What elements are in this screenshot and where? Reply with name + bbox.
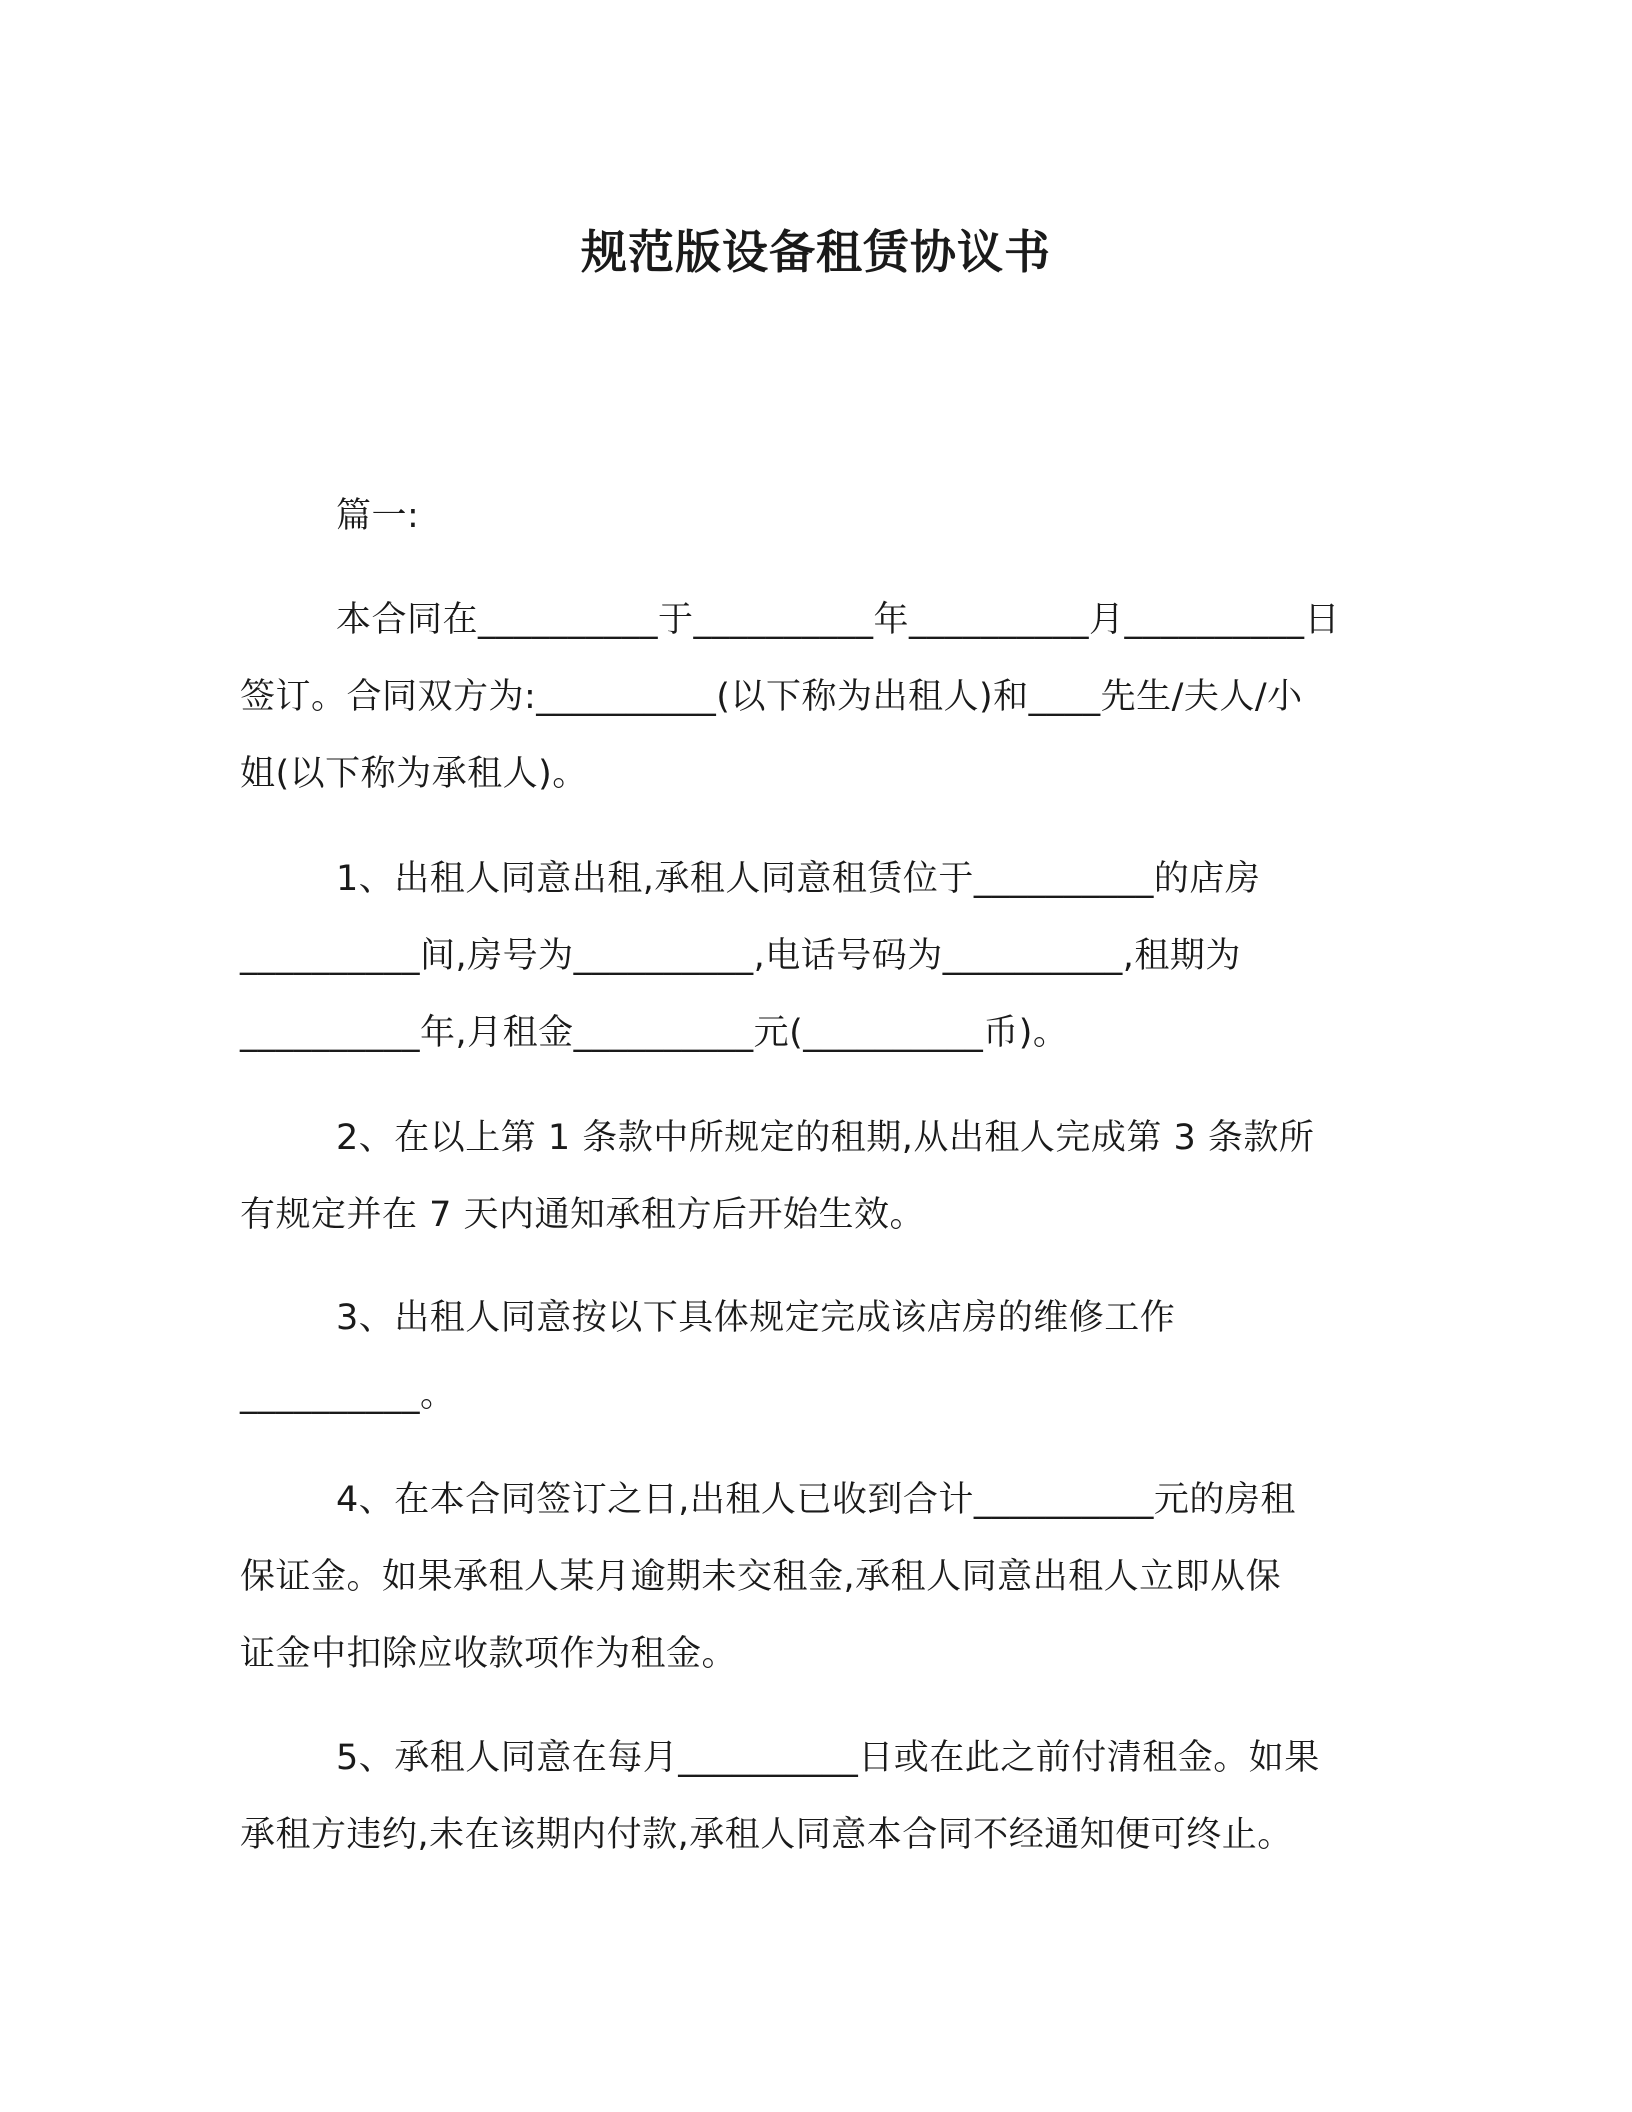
clause-4-line-3: 证金中扣除应收款项作为租金。 [240,1634,738,1674]
clause-3-line-2: __________。 [240,1375,456,1415]
intro-line-1: 本合同在__________于__________年__________月__________日 [336,600,1341,640]
intro-line-2: 签订。合同双方为:__________(以下称为出租人)和____先生/夫人/小 [240,677,1303,717]
clause-3-line-1: 3、出租人同意按以下具体规定完成该店房的维修工作 [336,1298,1176,1338]
clause-1-line-1: 1、出租人同意出租,承租人同意租赁位于__________的店房 [336,859,1261,899]
clause-1-line-2: __________间,房号为__________,电话号码为__________,租期为 [240,936,1241,976]
clause-2-line-2: 有规定并在 7 天内通知承租方后开始生效。 [240,1195,926,1235]
document-title: 规范版设备租赁协议书 [581,225,1051,279]
clause-2-line-1: 2、在以上第 1 条款中所规定的租期,从出租人完成第 3 条款所 [336,1118,1315,1158]
section-heading-text: 篇一: [336,496,420,536]
section-heading [240,478,1384,555]
clause-5-line-1: 5、承租人同意在每月__________日或在此之前付清租金。如果 [336,1738,1320,1778]
clause-4-paragraph [240,1462,1384,1693]
clause-4-line-1: 4、在本合同签订之日,出租人已收到合计__________元的房租 [336,1480,1296,1520]
clause-4-line-2: 保证金。如果承租人某月逾期未交租金,承租人同意出租人立即从保 [240,1557,1282,1597]
clause-1-line-3: __________年,月租金__________元(__________币)。 [240,1013,1069,1053]
clause-1-paragraph [240,841,1384,1072]
clause-5-paragraph [240,1720,1384,1874]
intro-paragraph [240,582,1384,813]
clause-5-line-2: 承租方违约,未在该期内付款,承租人同意本合同不经通知便可终止。 [240,1815,1293,1855]
intro-line-3: 姐(以下称为承租人)。 [240,754,588,794]
clause-3-paragraph [240,1280,1384,1434]
clause-2-paragraph [240,1100,1384,1254]
